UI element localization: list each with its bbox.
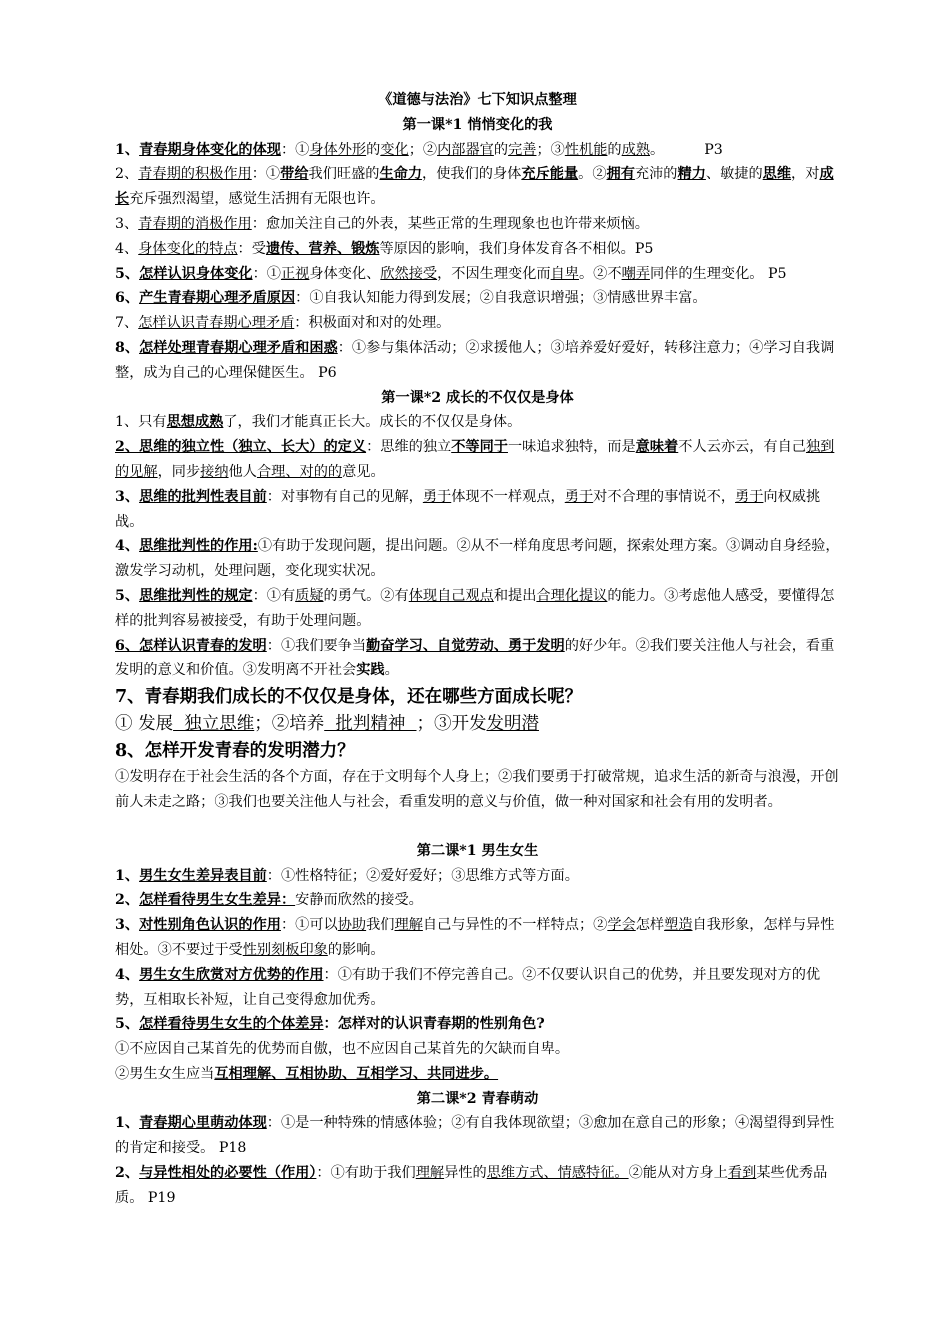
page-ref: P3 bbox=[704, 141, 723, 158]
s2-item-1: 1、只有思想成熟了，我们才能真正长大。成长的不仅仅是身体。 bbox=[115, 414, 522, 431]
section-heading-2: 第一课*2 成长的不仅仅是身体 bbox=[381, 389, 574, 406]
s1-item-6: 6、产生青春期心理矛盾原因：①自我认知能力得到发展；②自我意识增强；③情感世界丰富。 bbox=[115, 290, 707, 307]
s2-answer-8: ①发明存在于社会生活的各个方面，存在于文明每个人身上；②我们要勇于打破常规，追求生活的新奇与浪漫，开创前人未走之路；③我们也要关注他人与社会，看重发明的意义与价值，做一种对国家和社会有用的发明者。 bbox=[115, 769, 839, 810]
document-title: 《道德与法治》七下知识点整理 bbox=[378, 92, 577, 108]
s2-item-2: 2、思维的独立性（独立、长大）的定义：思维的独立不等同于一味追求独特，而是意味着不人云亦云，有自己独到的见解，同步接纳他人合理、对的的意见。 bbox=[115, 439, 835, 480]
s2-answer-7: ① 发展 独立思维；②培养 批判精神 ；③开发发明潜 bbox=[115, 714, 539, 735]
section-heading-3: 第二课*1 男生女生 bbox=[416, 842, 539, 859]
s3-item-1: 1、男生女生差异表目前：①性格特征；②爱好爱好；③思维方式等方面。 bbox=[115, 867, 579, 884]
s2-question-8: 8、怎样开发青春的发明潜力？ bbox=[115, 741, 355, 762]
s2-item-6: 6、怎样认识青春的发明：①我们要争当勤奋学习、自觉劳动、勇于发明的好少年。②我们要关注他人与社会，看重发明的意义和价值。③发明离不开社会实践。 bbox=[115, 637, 835, 679]
s2-question-7: 7、青春期我们成长的不仅仅是身体，还在哪些方面成长呢？ bbox=[115, 687, 583, 708]
s1-item-5: 5、怎样认识身体变化：①正视身体变化、欣然接受，不因生理变化而自卑。②不嘲弄同伴的生理变化。 P5 bbox=[115, 265, 787, 282]
section-spacer bbox=[115, 815, 840, 839]
s3-item-4: 4、男生女生欣赏对方优势的作用：①有助于我们不停完善自己。②不仅要认识自己的优势，并且要发现对方的优势，互相取长补短，让自己变得愈加优秀。 bbox=[115, 966, 821, 1008]
s3-item-3: 3、对性别角色认识的作用：①可以协助我们理解自己与异性的不一样特点；②学会怎样塑造自我形象，怎样与异性相处。③不要过于受性别刻板印象的影响。 bbox=[115, 917, 835, 958]
s1-item-2: 2、青春期的积极作用：①带给我们旺盛的生命力，使我们的身体充斥能量。②拥有充沛的精力、敏捷的思维，对成长充斥强烈渴望，感觉生活拥有无限也许。 bbox=[115, 166, 834, 208]
s2-item-4: 4、思维批判性的作用:①有助于发现问题，提出问题。②从不一样角度思考问题，探索处理方案。③调动自身经验，激发学习动机，处理问题，变化现实状况。 bbox=[115, 538, 840, 580]
s3-item-6: ①不应因自己某首先的优势而自傲，也不应因自己某首先的欠缺而自卑。 bbox=[115, 1041, 570, 1058]
s3-item-5: 5、怎样看待男生女生的个体差异：怎样对的认识青春期的性别角色? bbox=[115, 1016, 545, 1033]
s1-item-1: 1、青春期身体变化的体现：①身体外形的变化；②内部器官的完善；③性机能的成熟。 P3 bbox=[115, 141, 723, 158]
s3-item-7: ②男生女生应当互相理解、互相协助、互相学习、共同进步。 bbox=[115, 1065, 499, 1082]
section-heading-4: 第二课*2 青春萌动 bbox=[416, 1090, 539, 1107]
s1-item-8: 8、怎样处理青春期心理矛盾和困惑：①参与集体活动；②求援他人；③培养爱好爱好，转移注意力；④学习自我调整，成为自己的心理保健医生。 P6 bbox=[115, 339, 835, 381]
section-heading-1: 第一课*1 悄悄变化的我 bbox=[402, 116, 553, 133]
s4-item-1: 1、青春期心里萌动体现：①是一种特殊的情感体验；②有自我体现欲望；③愈加在意自己的形象；④渴望得到异性的肯定和接受。 P18 bbox=[115, 1115, 835, 1157]
s3-item-2: 2、怎样看待男生女生差异：安静而欣然的接受。 bbox=[115, 892, 423, 909]
s2-item-3: 3、思维的批判性表目前：对事物有自己的见解，勇于体现不一样观点，勇于对不合理的事情说不，勇于向权威挑战。 bbox=[115, 488, 821, 530]
s2-item-5: 5、思维批判性的规定：①有质疑的勇气。②有体现自己观点和提出合理化提议的能力。③考虑他人感受，要懂得怎样的批判容易被接受，有助于处理问题。 bbox=[115, 587, 835, 629]
s1-item-4: 4、身体变化的特点：受遗传、营养、锻炼等原因的影响，我们身体发育各不相似。P5 bbox=[115, 240, 654, 257]
s4-item-2: 2、与异性相处的必要性（作用）：①有助于我们理解异性的思维方式、情感特征。②能从对方身上看到某些优秀品质。 P19 bbox=[115, 1165, 828, 1206]
s1-item-7: 7、怎样认识青春期心理矛盾：积极面对和对的处理。 bbox=[115, 315, 451, 332]
s1-item-3: 3、青春期的消极作用：愈加关注自己的外表，某些正常的生理现象也也许带来烦恼。 bbox=[115, 215, 649, 232]
